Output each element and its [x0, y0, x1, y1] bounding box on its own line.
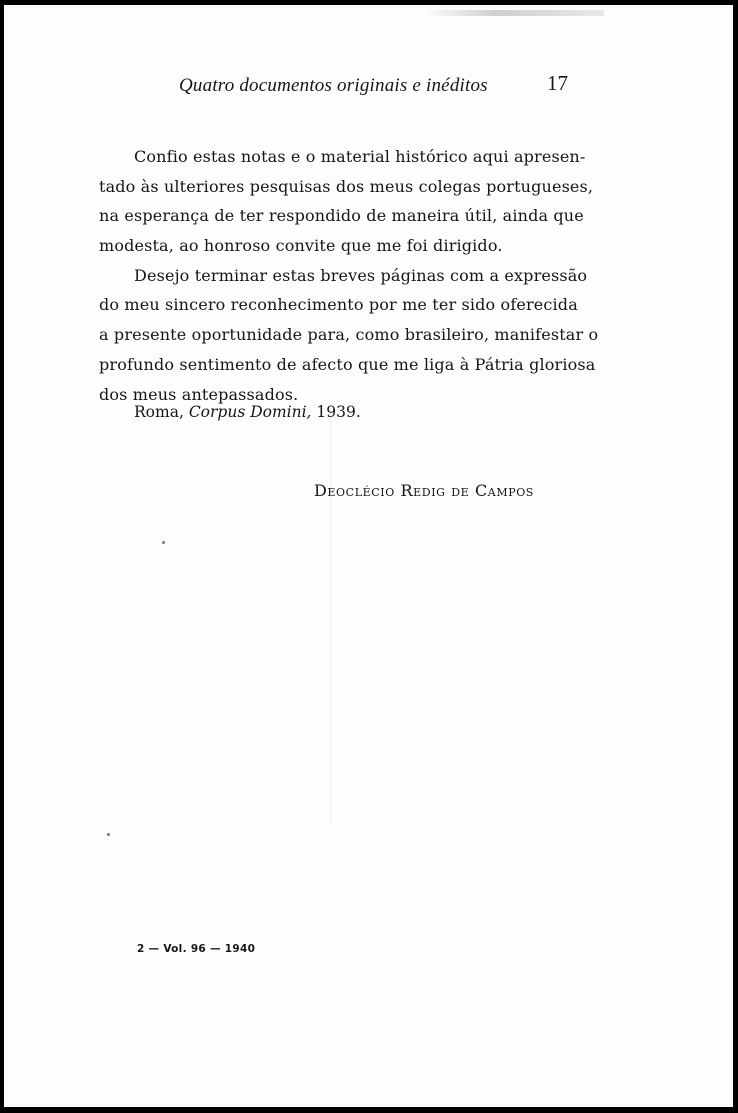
page-number: 17 [547, 71, 568, 95]
text-line: dos meus antepassados. [99, 384, 299, 404]
dateline-feast: Corpus Domini, [188, 403, 312, 421]
paragraph [99, 261, 599, 409]
dateline-place: Roma, [134, 403, 184, 421]
text-line: na esperança de ter respondido de maneira útil, ainda que [99, 206, 584, 226]
printer-signature-mark: 2 — Vol. 96 — 1940 [137, 943, 256, 955]
text-line: profundo sentimento de afecto que me liga à Pátria gloriosa [99, 354, 596, 374]
dateline [134, 403, 361, 421]
text-line: do meu sincero reconhecimento por me ter sido oferecida [99, 295, 578, 315]
scan-speck [107, 833, 110, 836]
text-line: modesta, ao honroso convite que me foi dirigido. [99, 236, 503, 256]
author-signature: Deoclécio Redig de Campos [314, 481, 534, 500]
running-title: Quatro documentos originais e inéditos [179, 75, 488, 96]
running-header [99, 69, 574, 99]
dateline-year: 1939. [316, 403, 361, 421]
text-line: tado às ulteriores pesquisas dos meus colegas portugueses, [99, 176, 594, 196]
text-line: Confio estas notas e o material histórico aqui apresen- [134, 147, 586, 166]
scan-gutter-shadow [330, 405, 331, 825]
text-line: a presente oportunidade para, como brasileiro, manifestar o [99, 325, 599, 345]
paragraph [99, 142, 594, 261]
scan-smudge [424, 10, 604, 16]
body-text [99, 142, 599, 409]
scan-speck [162, 541, 165, 544]
text-line: Desejo terminar estas breves páginas com a expressão [134, 265, 588, 285]
